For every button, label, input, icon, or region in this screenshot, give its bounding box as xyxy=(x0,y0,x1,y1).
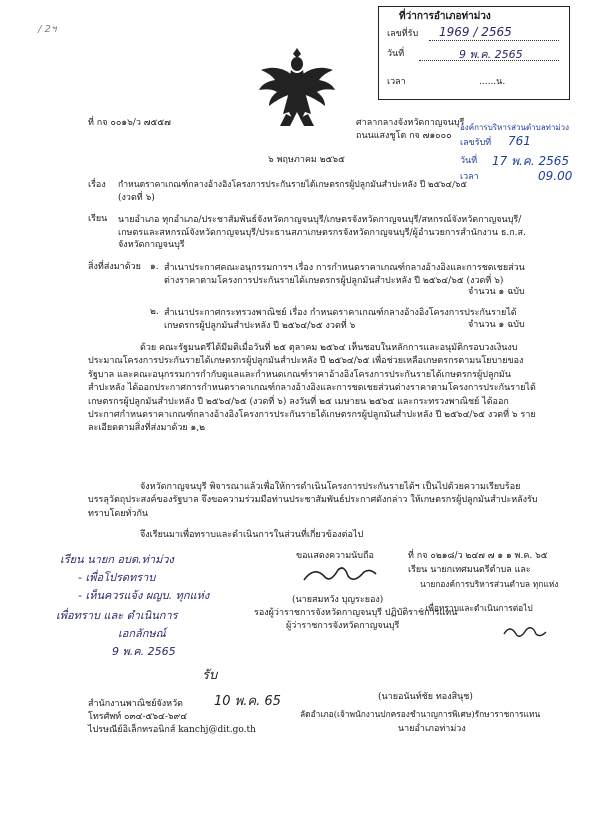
forward-line-3: นายกองค์การบริหารส่วนตำบล ทุกแห่ง xyxy=(420,579,559,589)
enclosure-1-no: ๑. xyxy=(150,262,159,272)
garuda-emblem-icon xyxy=(256,44,338,130)
issuing-address: ถนนแสงชูโต กจ ๗๑๐๐๐ xyxy=(356,131,452,141)
sub-stamp-rcv-value: 761 xyxy=(508,134,531,148)
enclosure-2-no: ๒. xyxy=(150,307,159,317)
signature-deputy-governor xyxy=(300,562,380,590)
forward-line-2: เรียน นายกเทศมนตรีตำบล และ xyxy=(408,565,531,575)
forward-line-1: ที่ กจ ๐๒๑๘/ว ๒๔๗ ๗ ๑ ๑ พ.ค. ๖๕ xyxy=(408,551,548,561)
sub-stamp-rcv-label: เลขรับที่ xyxy=(460,138,492,148)
handwritten-note-3: - เห็นควรแจ้ง ผญบ. ทุกแห่ง xyxy=(78,589,210,602)
enclosure-1-text: สำเนาประกาศคณะอนุกรรมการฯ เรื่อง การกำหนดราคาเกณฑ์กลางอ้างอิงและการชดเชยส่วนต่างราคาตามโครงการประกันรายได้เกษตรกรผู้ปลูกมันสำปะหลัง ปี ๒๕๖๔/๖๕ (งวดที่ ๖) xyxy=(164,263,525,286)
sub-stamp-date-value: 17 พ.ค. 2565 xyxy=(492,154,570,168)
forward-line-4: - เพื่อทราบและดำเนินการต่อไป xyxy=(420,603,533,613)
enclosure-2-qty: จำนวน ๑ ฉบับ xyxy=(468,320,525,330)
to-recipients: นายอำเภอ ทุกอำเภอ/ประชาสัมพันธ์จังหวัดกาญจนบุรี/เกษตรจังหวัดกาญจนบุรี/สหกรณ์จังหวัดกาญจนบุรี/เกษตรและสหกรณ์จังหวัดกาญจนบุรี/ประธานสภาเกษตรกรจังหวัดกาญจนบุรี/ผู้อำนวยการสำนักงาน ธ.ก.ส. จังหวัดกาญจนบุรี xyxy=(118,215,526,250)
to-label: เรียน xyxy=(88,214,108,224)
forward-signer-position-2: นายอำเภอท่าม่วง xyxy=(398,724,466,734)
sub-stamp-time-label: เวลา xyxy=(460,172,479,182)
handwritten-note-signature: เอกลักษณ์ xyxy=(118,627,166,640)
handwritten-mark: รับ xyxy=(202,668,218,683)
body-paragraph-2: จังหวัดกาญจนบุรี พิจารณาแล้วเพื่อให้การดำเนินโครงการประกันรายได้ฯ เป็นไปด้วยความเรียบร้อย บรรลุวัตถุประสงค์ของรัฐบาล จึงขอความร่วมมือท่านประชาสัมพันธ์ประกาศดังกล่าว ให้เกษตรกรผู้ปลูกมันสำปะหลังรับทราบโดยทั่วกัน xyxy=(88,482,538,519)
footer-phone: โทรศัพท์ ๐๓๔-๕๖๔-๖๙๔ xyxy=(88,712,188,722)
issuing-agency: ศาลากลางจังหวัดกาญจนบุรี xyxy=(356,118,465,128)
enclosure-1-qty: จำนวน ๑ ฉบับ xyxy=(468,287,525,297)
footer-office: สำนักงานพาณิชย์จังหวัด xyxy=(88,699,183,709)
footer-email: ไปรษณีย์อิเล็กทรอนิกส์ kanchj@dit.go.th xyxy=(88,725,256,735)
stamp-received-no-label: เลขที่รับ xyxy=(387,29,419,39)
sub-stamp-title: องค์การบริหารส่วนตำบลท่าม่วง xyxy=(460,123,570,132)
sub-stamp-time-value: 09.00 xyxy=(538,169,573,183)
stamp-title: ที่ว่าการอำเภอท่าม่วง xyxy=(399,11,491,22)
closing-signer-position-1: รองผู้ว่าราชการจังหวัดกาญจนบุรี ปฏิบัติราชการแทน xyxy=(254,608,458,618)
handwritten-note-2: - เพื่อโปรดทราบ xyxy=(78,571,156,584)
handwritten-note-5: 9 พ.ค. 2565 xyxy=(112,645,176,658)
stamp-received-no: 1969 / 2565 xyxy=(439,25,512,39)
forward-signer-name: (นายอนันท์ชัย ทองสินุช) xyxy=(378,692,473,702)
handwritten-note-4: เพื่อทราบ และ ดำเนินการ xyxy=(56,609,178,622)
subject-line-1: กำหนดราคาเกณฑ์กลางอ้างอิงโครงการประกันรายได้เกษตรกรผู้ปลูกมันสำปะหลัง ปี ๒๕๖๔/๖๕ xyxy=(118,180,467,190)
handwritten-note-1: เรียน นายก อบต.ท่าม่วง xyxy=(60,553,174,566)
document-number: ที่ กจ ๐๐๑๖/ว ๗๕๕๗ xyxy=(88,118,171,128)
receiving-stamp xyxy=(378,6,570,100)
body-paragraph-3: จึงเรียนมาเพื่อทราบและดำเนินการในส่วนที่เกี่ยวข้องต่อไป xyxy=(140,530,364,540)
document-date: ๖ พฤษภาคม ๒๕๖๕ xyxy=(268,155,345,165)
sub-stamp-date-label: วันที่ xyxy=(460,156,478,166)
stamp-date-label: วันที่ xyxy=(387,49,405,59)
enclosures-label: สิ่งที่ส่งมาด้วย xyxy=(88,262,141,272)
closing-regards: ขอแสดงความนับถือ xyxy=(296,551,374,561)
enclosure-2-text: สำเนาประกาศกระทรวงพาณิชย์ เรื่อง กำหนดราคาเกณฑ์กลางอ้างอิงโครงการประกันรายได้เกษตรกรผู้ปลูกมันสำปะหลัง ปี ๒๕๖๔/๖๕ งวดที่ ๖ xyxy=(164,308,517,331)
subject-label: เรื่อง xyxy=(88,180,106,190)
district-receiving-stamp xyxy=(460,120,590,188)
stamp-time-label: เวลา xyxy=(387,77,406,87)
subject-line-2: (งวดที่ ๖) xyxy=(118,193,155,203)
body-paragraph-1: ด้วย คณะรัฐมนตรีได้มีมติเมื่อวันที่ ๒๕ ตุลาคม ๒๕๖๔ เห็นชอบในหลักการและอนุมัติกรอบวงเงินงบประมาณโครงการประกันรายได้เกษตรกรผู้ปลูกมันสำปะหลัง ปี ๒๕๖๔/๖๕ เพื่อช่วยเหลือเกษตรกรตามนโยบายของรัฐบาล และคณะอนุกรรมการกำกับดูแลและกำหนดเกณฑ์ราคาอ้างอิงโครงการประกันรายได้เกษตรกรผู้ปลูกมันสำปะหลัง ได้ออกประกาศการกำหนดราคาเกณฑ์กลางอ้างอิงและการชดเชยส่วนต่างราคาตามโครงการประกันรายได้เกษตรกรผู้ปลูกมันสำปะหลัง ปี ๒๕๖๔/๖๕ (งวดที่ ๖) ลงวันที่ ๒๕ เมษายน ๒๕๖๕ และกระทรวงพาณิชย์ ได้ออกประกาศกำหนดราคาเกณฑ์กลางอ้างอิงโครงการประกันรายได้เกษตรกรผู้ปลูกมันสำปะหลัง ปี ๒๕๖๔/๖๕ งวดที่ ๖ รายละเอียดตามสิ่งที่ส่งมาด้วย ๑,๒ xyxy=(88,343,536,434)
stamp-time-value: ......น. xyxy=(479,77,506,87)
forward-signer-position-1: ลัดอำเภอ(เจ้าพนักงานปกครองชำนาญการพิเศษ)รักษาราชการแทน xyxy=(300,709,541,719)
corner-scribble: / 2ฯ xyxy=(38,24,57,35)
stamp-date-value: 9 พ.ค. 2565 xyxy=(459,48,523,61)
handwritten-sig-date: 10 พ.ค. 65 xyxy=(214,694,281,709)
closing-signer-position-2: ผู้ว่าราชการจังหวัดกาญจนบุรี xyxy=(286,621,400,631)
signature-forwarder xyxy=(500,620,550,642)
closing-signer-name: (นายสมหวัง บุญระยอง) xyxy=(292,595,384,605)
